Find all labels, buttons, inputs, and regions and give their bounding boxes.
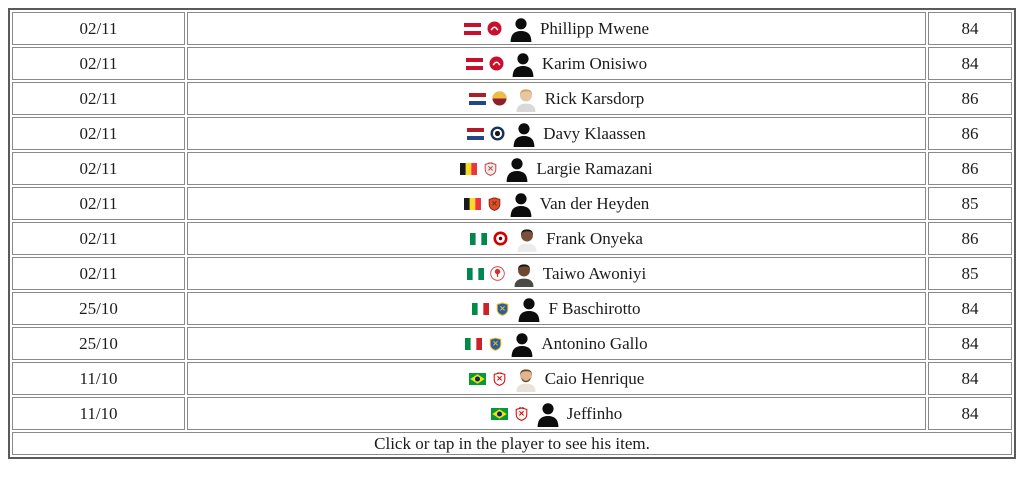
player-cell[interactable]: [187, 47, 926, 80]
player-silhouette-icon: [504, 156, 530, 182]
date-cell: 02/11: [12, 12, 185, 45]
italy-flag-icon: [465, 338, 482, 350]
italy-flag-icon: [472, 303, 489, 315]
date-cell: 25/10: [12, 327, 185, 360]
rating-cell: 84: [928, 397, 1012, 430]
date-cell: 02/11: [12, 222, 185, 255]
table-row: [12, 257, 1012, 290]
footer-row: [12, 432, 1012, 455]
brazil-flag-icon: [469, 373, 486, 385]
rating-cell: 84: [928, 12, 1012, 45]
player-cell[interactable]: [187, 152, 926, 185]
player-cell[interactable]: [187, 117, 926, 150]
player-name: F Baschirotto: [548, 299, 641, 318]
hint-text: Click or tap in the player to see his item.: [12, 432, 1012, 455]
rating-cell: 86: [928, 152, 1012, 185]
player-name: Frank Onyeka: [546, 229, 643, 248]
rating-cell: 84: [928, 362, 1012, 395]
date-cell: 02/11: [12, 47, 185, 80]
belgium-flag-icon: [460, 163, 477, 175]
player-name: Largie Ramazani: [536, 159, 653, 178]
date-cell: 02/11: [12, 257, 185, 290]
player-silhouette-icon: [508, 16, 534, 42]
player-name: Caio Henrique: [544, 369, 645, 388]
player-cell[interactable]: [187, 222, 926, 255]
table-row: [12, 222, 1012, 255]
almeria-badge-icon: [483, 161, 498, 176]
player-photo-icon: [514, 226, 540, 252]
player-cell[interactable]: [187, 327, 926, 360]
table-row: [12, 327, 1012, 360]
table-row: [12, 292, 1012, 325]
brazil-flag-icon: [491, 408, 508, 420]
player-name: Jeffinho: [566, 404, 623, 423]
table-row: [12, 12, 1012, 45]
player-name: Antonino Gallo: [541, 334, 648, 353]
date-cell: 02/11: [12, 187, 185, 220]
player-silhouette-icon: [510, 51, 536, 77]
date-cell: 02/11: [12, 152, 185, 185]
rating-cell: 85: [928, 187, 1012, 220]
austria-flag-icon: [466, 58, 483, 70]
table-row: [12, 82, 1012, 115]
mallorca-badge-icon: [487, 196, 502, 211]
netherlands-flag-icon: [467, 128, 484, 140]
date-cell: 02/11: [12, 117, 185, 150]
player-photo-icon: [513, 366, 539, 392]
rating-cell: 86: [928, 82, 1012, 115]
rating-cell: 84: [928, 292, 1012, 325]
player-silhouette-icon: [511, 121, 537, 147]
player-name: Davy Klaassen: [543, 124, 646, 143]
nigeria-flag-icon: [467, 268, 484, 280]
player-name: Rick Karsdorp: [544, 89, 645, 108]
netherlands-flag-icon: [469, 93, 486, 105]
date-cell: 11/10: [12, 362, 185, 395]
player-name: Taiwo Awoniyi: [542, 264, 647, 283]
roma-badge-icon: [492, 91, 507, 106]
date-cell: 02/11: [12, 82, 185, 115]
player-cell[interactable]: [187, 187, 926, 220]
table-row: [12, 362, 1012, 395]
table-row: [12, 187, 1012, 220]
player-photo-icon: [511, 261, 537, 287]
table-row: [12, 397, 1012, 430]
date-cell: 25/10: [12, 292, 185, 325]
lecce-badge-icon: [488, 336, 503, 351]
player-name: Van der Heyden: [539, 194, 650, 213]
belgium-flag-icon: [464, 198, 481, 210]
lyon-badge-icon: [514, 406, 529, 421]
player-cell[interactable]: [187, 82, 926, 115]
mainz-badge-icon: [487, 21, 502, 36]
player-silhouette-icon: [516, 296, 542, 322]
nigeria-flag-icon: [470, 233, 487, 245]
player-silhouette-icon: [535, 401, 561, 427]
player-cell[interactable]: [187, 12, 926, 45]
player-cell[interactable]: [187, 397, 926, 430]
player-name: Karim Onisiwo: [541, 54, 648, 73]
inter-badge-icon: [490, 126, 505, 141]
austria-flag-icon: [464, 23, 481, 35]
mainz-badge-icon: [489, 56, 504, 71]
player-cell[interactable]: [187, 257, 926, 290]
player-silhouette-icon: [509, 331, 535, 357]
table-row: [12, 152, 1012, 185]
players-table: [8, 8, 1016, 459]
rating-cell: 86: [928, 117, 1012, 150]
player-cell[interactable]: [187, 292, 926, 325]
monaco-badge-icon: [492, 371, 507, 386]
table-row: [12, 47, 1012, 80]
player-cell[interactable]: [187, 362, 926, 395]
player-photo-icon: [513, 86, 539, 112]
rating-cell: 85: [928, 257, 1012, 290]
date-cell: 11/10: [12, 397, 185, 430]
player-silhouette-icon: [508, 191, 534, 217]
player-name: Phillipp Mwene: [539, 19, 650, 38]
lecce-badge-icon: [495, 301, 510, 316]
brentford-badge-icon: [493, 231, 508, 246]
rating-cell: 84: [928, 47, 1012, 80]
rating-cell: 86: [928, 222, 1012, 255]
nottingham-forest-badge-icon: [490, 266, 505, 281]
rating-cell: 84: [928, 327, 1012, 360]
table-row: [12, 117, 1012, 150]
